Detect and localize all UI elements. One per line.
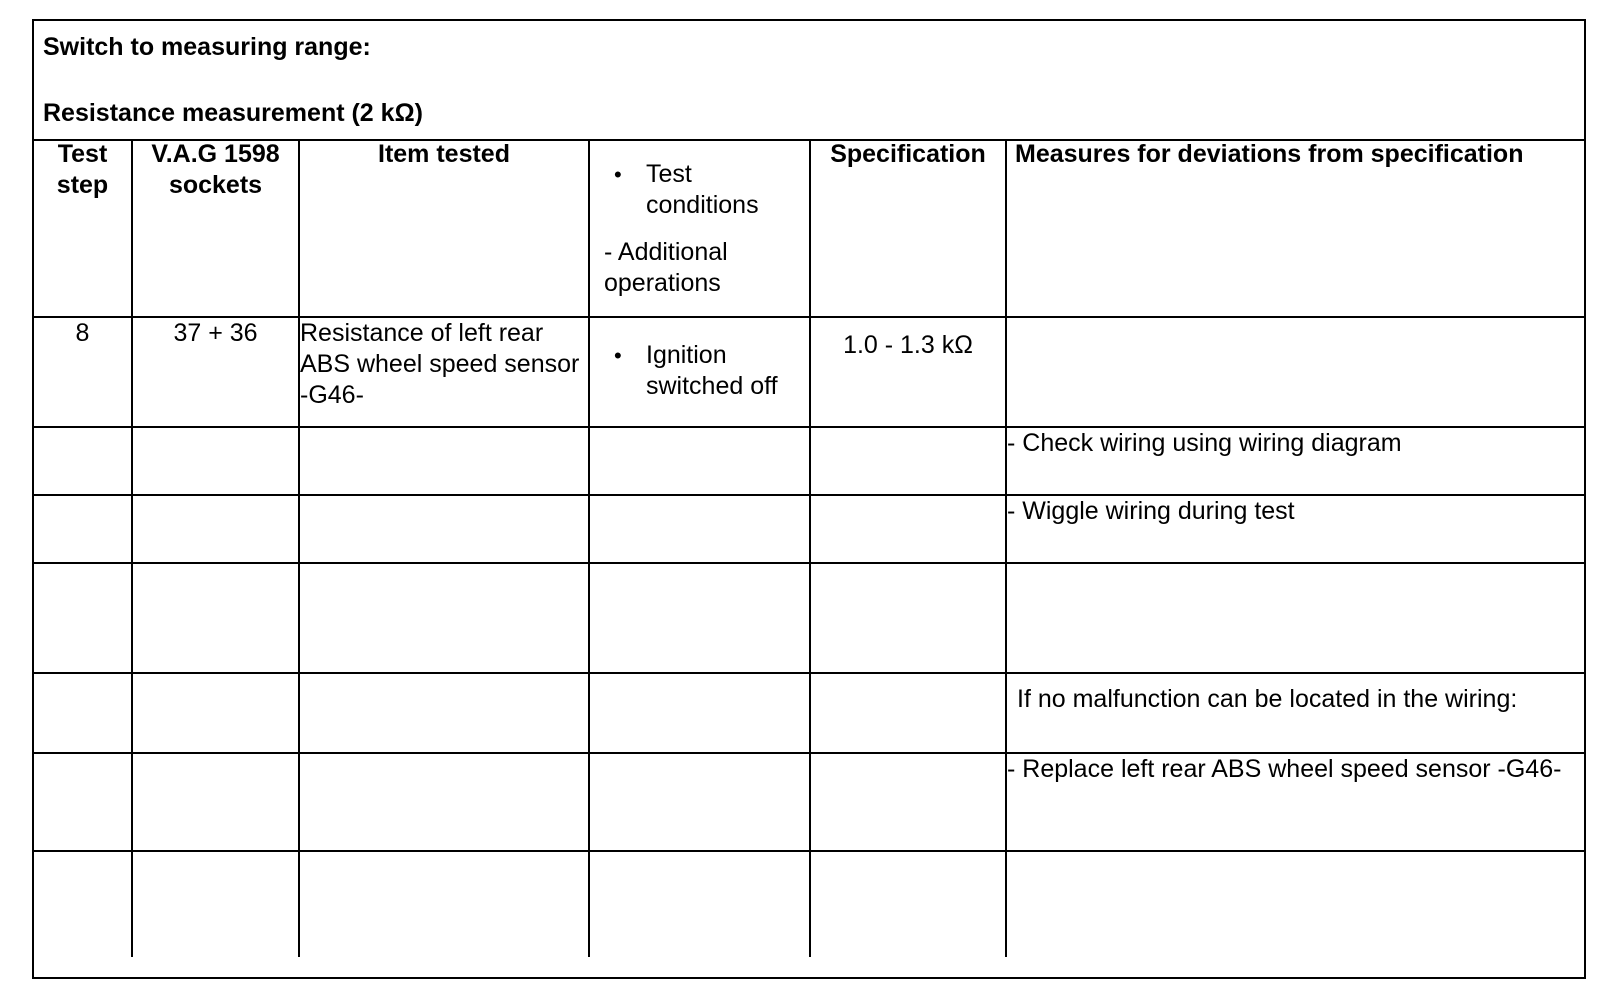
column-header-item-tested: Item tested	[299, 139, 589, 317]
column-header-sockets: V.A.G 1598 sockets	[132, 139, 299, 317]
test-step-cell	[34, 753, 132, 851]
test-conditions-label: Test conditions	[646, 160, 759, 219]
test-procedure-document	[32, 19, 1586, 979]
measure-cell: If no malfunction can be located in the wiring:	[1006, 673, 1584, 753]
table-header-row	[34, 139, 1584, 317]
measure-cell	[1006, 317, 1584, 427]
measure-cell: - Replace left rear ABS wheel speed sensor -G46-	[1006, 753, 1584, 851]
measure-cell	[1006, 563, 1584, 673]
sockets-cell	[132, 427, 299, 495]
measuring-range-header	[34, 21, 1584, 141]
condition-cell	[589, 753, 810, 851]
measuring-range-label: Switch to measuring range:	[43, 33, 371, 61]
specification-value: 1.0 - 1.3 kΩ	[843, 331, 973, 359]
item-tested-cell	[299, 563, 589, 673]
table-row	[34, 317, 1584, 427]
bullet-icon: •	[614, 343, 622, 368]
measure-cell: - Check wiring using wiring diagram	[1006, 427, 1584, 495]
test-step-cell	[34, 563, 132, 673]
table-row	[34, 427, 1584, 495]
specification-cell	[810, 495, 1006, 563]
measure-cell	[1006, 851, 1584, 957]
sockets-cell	[132, 563, 299, 673]
sockets-cell	[132, 673, 299, 753]
item-tested-cell	[299, 851, 589, 957]
sockets-cell	[132, 495, 299, 563]
specification-cell	[810, 563, 1006, 673]
table-row	[34, 563, 1584, 673]
additional-operations-label: - Additional operations	[604, 238, 728, 297]
column-header-conditions	[589, 139, 810, 317]
item-tested-cell	[299, 495, 589, 563]
condition-cell	[589, 427, 810, 495]
test-step-cell	[34, 427, 132, 495]
condition-line	[590, 318, 809, 402]
condition-cell	[589, 851, 810, 957]
specification-cell	[810, 317, 1006, 427]
condition-text: Ignition switched off	[646, 341, 778, 400]
test-table	[34, 139, 1584, 957]
test-step-cell	[34, 673, 132, 753]
specification-cell	[810, 427, 1006, 495]
resistance-range-label: Resistance measurement (2 kΩ)	[43, 99, 423, 127]
item-tested-cell	[299, 427, 589, 495]
table-row	[34, 673, 1584, 753]
column-header-test-step: Test step	[34, 139, 132, 317]
item-tested-cell	[299, 673, 589, 753]
measure-cell: - Wiggle wiring during test	[1006, 495, 1584, 563]
table-row	[34, 753, 1584, 851]
table-row	[34, 495, 1584, 563]
table-row	[34, 851, 1584, 957]
column-header-specification: Specification	[810, 139, 1006, 317]
condition-cell	[589, 563, 810, 673]
sockets-cell: 37 + 36	[132, 317, 299, 427]
sockets-cell	[132, 851, 299, 957]
test-conditions-line	[590, 139, 809, 221]
condition-cell	[589, 673, 810, 753]
bullet-icon: •	[614, 162, 622, 187]
specification-cell	[810, 851, 1006, 957]
item-tested-cell	[299, 753, 589, 851]
test-step-cell	[34, 495, 132, 563]
sockets-cell	[132, 753, 299, 851]
item-tested-cell: Resistance of left rear ABS wheel speed sensor -G46-	[299, 317, 589, 427]
test-step-cell: 8	[34, 317, 132, 427]
specification-cell	[810, 753, 1006, 851]
column-header-measures: Measures for deviations from specification	[1006, 139, 1584, 317]
specification-cell	[810, 673, 1006, 753]
condition-cell	[589, 317, 810, 427]
test-step-cell	[34, 851, 132, 957]
condition-cell	[589, 495, 810, 563]
